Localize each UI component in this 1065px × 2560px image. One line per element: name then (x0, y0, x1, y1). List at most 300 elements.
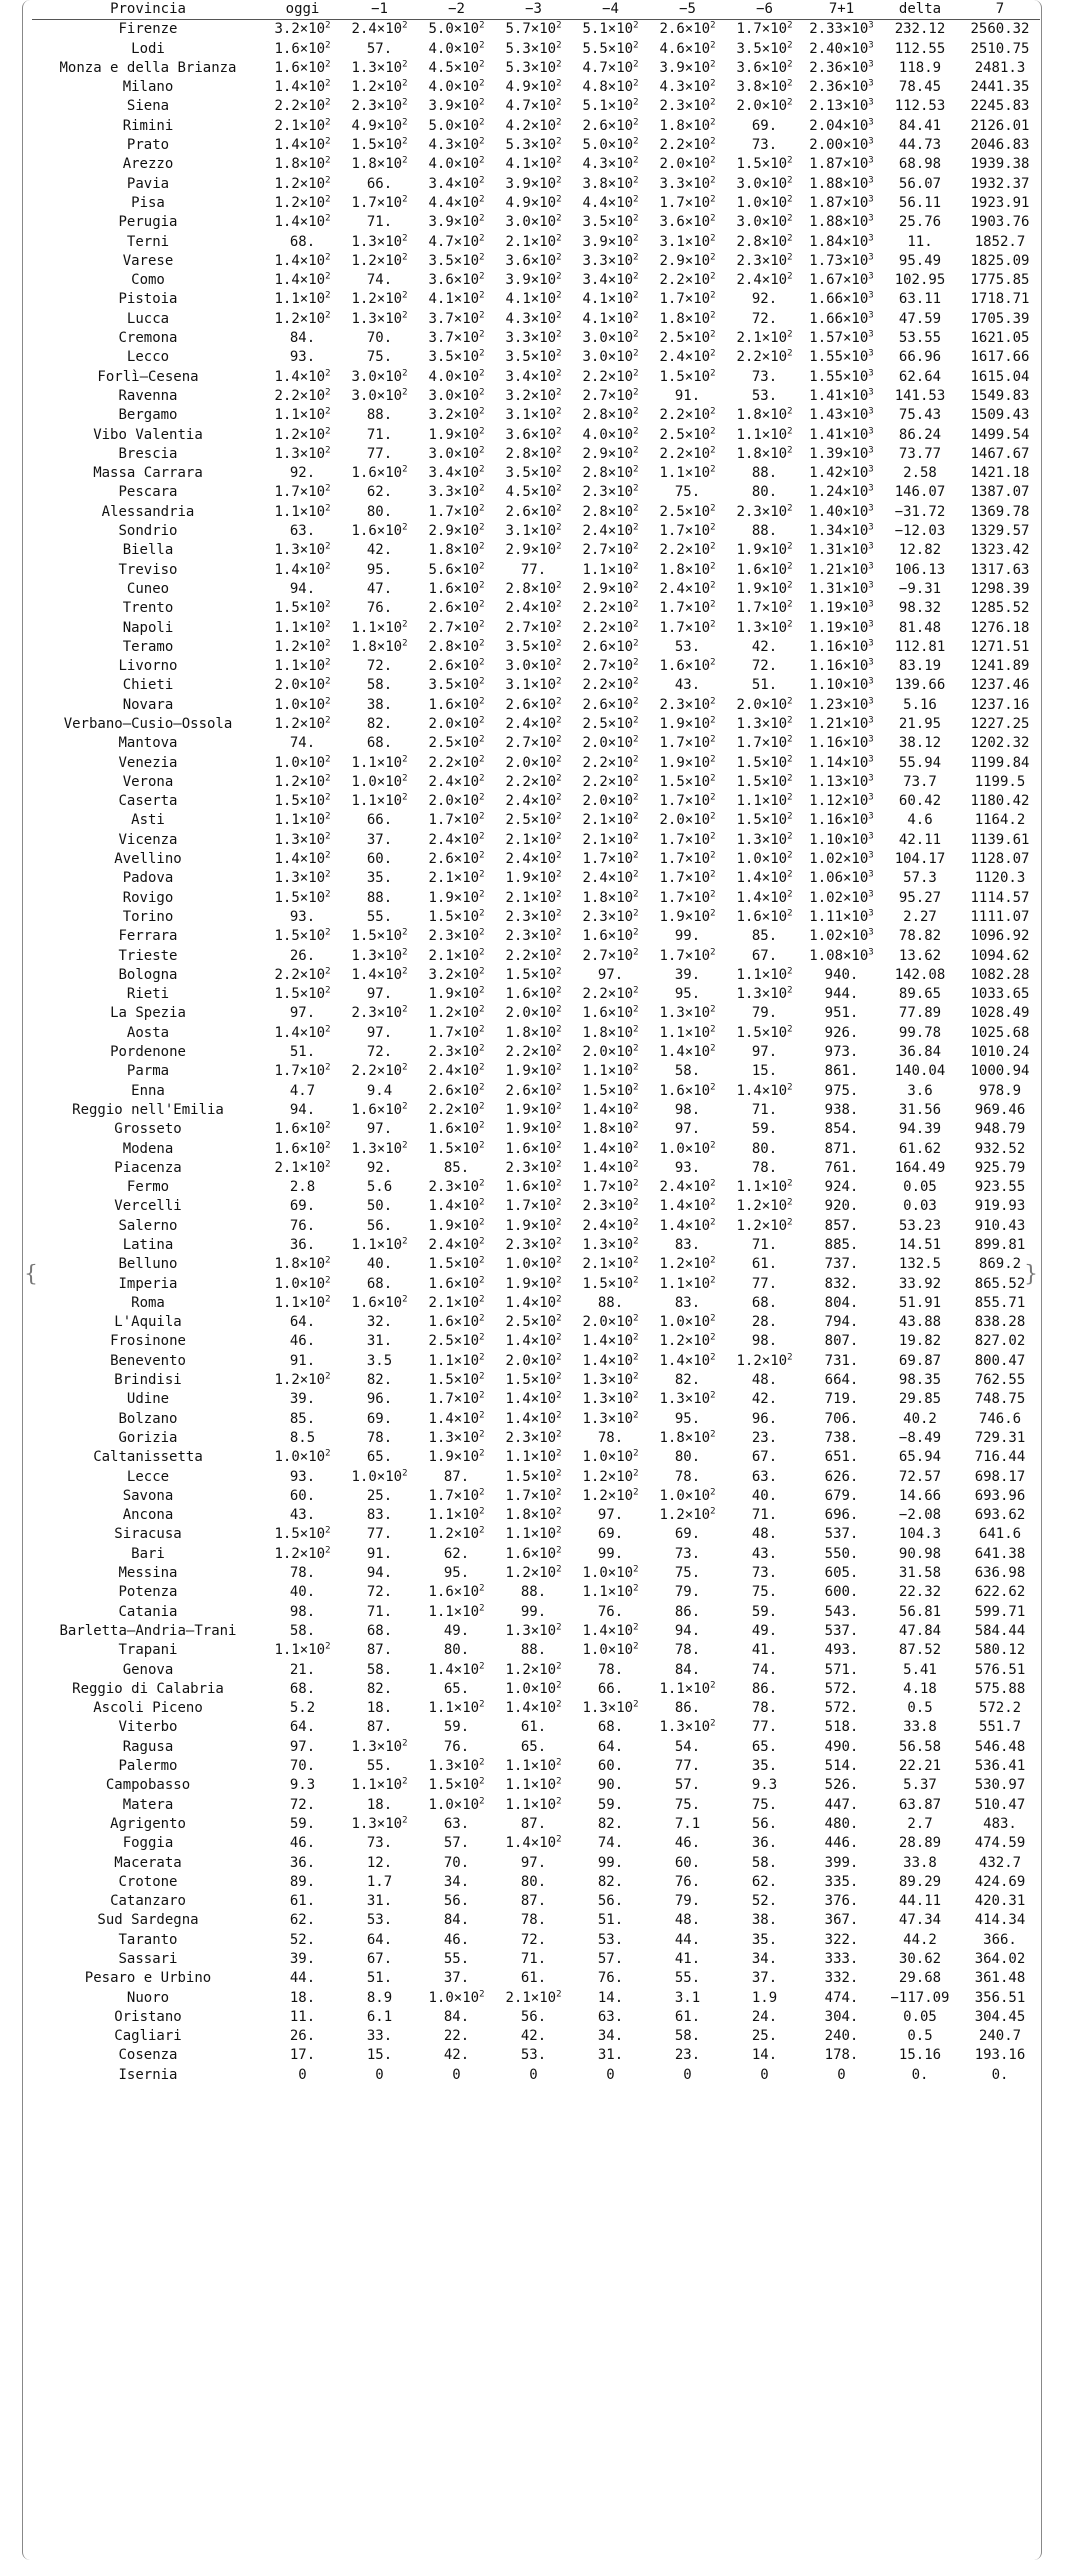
table-cell: 367. (824, 1912, 859, 1929)
table-cell: 55.94 (898, 754, 942, 771)
table-cell: 56.58 (898, 1738, 942, 1755)
table-cell: 87. (366, 1642, 393, 1659)
table-cell: 66. (597, 1680, 624, 1697)
table-cell: 43.88 (898, 1314, 942, 1331)
table-cell: 53. (597, 1931, 624, 1948)
table-cell: 518. (824, 1719, 859, 1736)
table-cell: 1094.62 (970, 947, 1030, 964)
table-cell: $1.4\times 10^2$ (582, 1101, 639, 1118)
table-cell: 938. (824, 1101, 859, 1118)
table-cell: $1.2\times 10^2$ (659, 1332, 716, 1350)
table-cell: $1.6\times 10^2$ (428, 1313, 485, 1331)
table-cell: 44.2 (903, 1931, 937, 1948)
table-cell: 18. (366, 1700, 393, 1717)
table-cell: $1.2\times 10^2$ (736, 1197, 793, 1215)
table-cell: 1323.42 (970, 542, 1030, 559)
table-cell: $1.8\times 10^2$ (351, 638, 408, 655)
table-row (32, 445, 1040, 464)
table-cell: $1.7\times 10^2$ (505, 1487, 562, 1504)
table-row (32, 78, 1040, 97)
province-name: Ravenna (118, 387, 178, 404)
column-header: −3 (495, 0, 572, 20)
table-cell: $1.2\times 10^2$ (428, 1525, 485, 1543)
table-cell: 56. (751, 1815, 778, 1832)
province-name: La Spezia (110, 1005, 186, 1022)
table-cell: $1.6\times 10^2$ (659, 1081, 716, 1099)
table-cell: 86. (751, 1680, 778, 1697)
table-row (32, 754, 1040, 773)
table-row (32, 1371, 1040, 1390)
table-cell: $1.4\times 10^2$ (582, 1139, 639, 1157)
table-cell: 0 (529, 2066, 538, 2083)
table-row (32, 1641, 1040, 1660)
table-cell: 356.51 (974, 1989, 1026, 2006)
table-cell: $2.0\times 10^2$ (736, 97, 793, 115)
table-cell: 30.62 (898, 1950, 942, 1967)
table-cell: $2.6\times 10^2$ (505, 503, 562, 520)
table-cell: $1.2\times 10^2$ (274, 773, 331, 790)
table-cell: $4.0\times 10^2$ (428, 39, 485, 57)
table-row (32, 541, 1040, 560)
table-cell: $1.2\times 10^2$ (274, 1371, 331, 1389)
province-name: Isernia (118, 2066, 178, 2083)
table-cell: 865.52 (974, 1275, 1026, 1292)
table-cell: $2.7\times 10^2$ (582, 946, 639, 964)
table-row (32, 1140, 1040, 1159)
province-name: Ferrara (118, 928, 178, 945)
table-cell: 575.88 (974, 1680, 1026, 1697)
table-cell: 0 (452, 2066, 461, 2083)
table-cell: 60. (289, 1487, 316, 1504)
table-cell: $1.2\times 10^2$ (659, 1506, 716, 1524)
table-cell: $1.4\times 10^2$ (659, 1217, 716, 1234)
table-cell: $1.0\times 10^2$ (274, 753, 331, 771)
table-cell: 63. (597, 2008, 624, 2025)
table-cell: $4.9\times 10^2$ (351, 117, 408, 134)
table-cell: 62. (289, 1912, 316, 1929)
table-cell: 52. (289, 1931, 316, 1948)
table-cell: 2510.75 (970, 40, 1030, 57)
table-cell: $1.1\times 10^2$ (582, 1062, 639, 1080)
table-cell: 19.82 (898, 1333, 942, 1350)
table-row (32, 368, 1040, 387)
table-cell: $1.5\times 10^2$ (505, 1371, 562, 1389)
table-cell: $1.55\times 10^3$ (809, 367, 874, 385)
table-cell: $3.3\times 10^2$ (659, 175, 716, 192)
table-cell: $1.8\times 10^2$ (659, 560, 716, 578)
table-cell: 1.7 (366, 1873, 393, 1890)
table-cell: 31. (366, 1333, 393, 1350)
table-cell: $1.3\times 10^2$ (351, 232, 408, 250)
table-cell: $3.5\times 10^2$ (428, 252, 485, 269)
table-cell: 1317.63 (970, 561, 1030, 578)
province-name: Cuneo (126, 580, 170, 597)
table-cell: $3.9\times 10^2$ (659, 59, 716, 76)
table-cell: $2.6\times 10^2$ (505, 696, 562, 713)
table-cell: $1.4\times 10^2$ (428, 1410, 485, 1427)
table-row (32, 889, 1040, 908)
table-cell: $1.7\times 10^2$ (659, 831, 716, 848)
table-row (32, 1892, 1040, 1911)
table-cell: 414.34 (974, 1912, 1026, 1929)
table-cell: 14.66 (898, 1487, 942, 1504)
table-cell: 0.05 (903, 2008, 937, 2025)
left-brace: { (24, 1262, 38, 1287)
table-cell: 98. (674, 1101, 701, 1118)
table-cell: $1.0\times 10^2$ (428, 1795, 485, 1813)
table-cell: $1.4\times 10^2$ (736, 1081, 793, 1099)
table-cell: $1.1\times 10^2$ (505, 1757, 562, 1775)
table-cell: $1.1\times 10^2$ (736, 1178, 793, 1196)
province-name: Mantova (118, 735, 178, 752)
table-cell: −31.72 (894, 503, 946, 520)
table-cell: $5.6\times 10^2$ (428, 560, 485, 578)
table-cell: −8.49 (898, 1429, 942, 1446)
table-cell: 36.84 (898, 1044, 942, 1061)
table-cell: 641.6 (978, 1526, 1022, 1543)
table-cell: 240. (824, 2028, 859, 2045)
province-name: Vercelli (114, 1198, 182, 1215)
table-cell: 932.52 (974, 1140, 1026, 1157)
table-cell: $1.2\times 10^2$ (274, 1545, 331, 1562)
province-name: Trieste (118, 947, 178, 964)
table-row (32, 1410, 1040, 1429)
table-cell: $1.3\times 10^2$ (582, 1236, 639, 1253)
table-cell: $1.7\times 10^2$ (659, 290, 716, 308)
province-name: Caserta (118, 793, 178, 810)
table-row (32, 1197, 1040, 1216)
table-cell: $1.4\times 10^2$ (428, 1197, 485, 1215)
table-cell: 72. (366, 658, 393, 675)
table-cell: 96. (366, 1391, 393, 1408)
province-name: Agrigento (110, 1815, 186, 1832)
table-row (32, 1390, 1040, 1409)
table-row (32, 1024, 1040, 1043)
table-cell: $1.0\times 10^2$ (274, 1274, 331, 1292)
province-name: Viterbo (118, 1719, 178, 1736)
table-cell: 17. (289, 2047, 316, 2064)
table-cell: 641.38 (974, 1545, 1026, 1562)
table-cell: 68. (289, 233, 316, 250)
table-cell: $1.4\times 10^2$ (582, 1159, 639, 1176)
table-cell: $1.1\times 10^2$ (274, 1641, 331, 1659)
table-cell: $1.41\times 10^3$ (809, 425, 874, 443)
province-name: Frosinone (110, 1333, 186, 1350)
table-row (32, 1796, 1040, 1815)
table-cell: 63. (289, 523, 316, 540)
table-cell: 28. (751, 1314, 778, 1331)
table-cell: 28.89 (898, 1835, 942, 1852)
table-cell: 0.03 (903, 1198, 937, 1215)
table-cell: 951. (824, 1005, 859, 1022)
table-cell: 34. (597, 2028, 624, 2045)
table-row (32, 1622, 1040, 1641)
table-row (32, 136, 1040, 155)
table-cell: $2.3\times 10^2$ (428, 1178, 485, 1196)
table-cell: $3.6\times 10^2$ (428, 271, 485, 289)
table-row (32, 773, 1040, 792)
table-cell: $2.2\times 10^2$ (582, 618, 639, 636)
table-cell: 1202.32 (970, 735, 1030, 752)
table-cell: $1.9\times 10^2$ (428, 1217, 485, 1234)
table-cell: 57. (597, 1950, 624, 1967)
table-row (32, 1969, 1040, 1988)
table-cell: 38.12 (898, 735, 942, 752)
table-cell: 77. (674, 1758, 701, 1775)
table-cell: $1.1\times 10^2$ (428, 1602, 485, 1620)
table-cell: 97. (520, 1854, 547, 1871)
table-cell: 57. (674, 1777, 701, 1794)
table-cell: 3.5 (366, 1352, 393, 1369)
table-cell: $1.3\times 10^2$ (351, 1815, 408, 1832)
column-header: oggi (264, 0, 341, 20)
table-row (32, 348, 1040, 367)
table-cell: 68. (751, 1294, 778, 1311)
table-cell: 82. (366, 1372, 393, 1389)
table-cell: −9.31 (898, 580, 942, 597)
table-cell: 4.7 (289, 1082, 316, 1099)
table-cell: 622.62 (974, 1584, 1026, 1601)
table-cell: $1.7\times 10^2$ (659, 522, 716, 540)
table-cell: 36. (751, 1835, 778, 1852)
table-cell: $1.4\times 10^2$ (351, 966, 408, 983)
table-cell: 55. (366, 908, 393, 925)
province-name: Taranto (118, 1931, 178, 1948)
table-cell: 89.65 (898, 986, 942, 1003)
table-cell: 84.41 (898, 117, 942, 134)
table-cell: 0. (911, 2066, 929, 2083)
table-cell: 73. (674, 1545, 701, 1562)
table-cell: 40. (289, 1584, 316, 1601)
table-cell: $1.5\times 10^2$ (274, 889, 331, 906)
table-cell: 746.6 (978, 1410, 1022, 1427)
table-cell: $3.4\times 10^2$ (428, 175, 485, 192)
table-cell: 73. (366, 1835, 393, 1852)
table-cell: $2.4\times 10^2$ (505, 850, 562, 868)
table-cell: 706. (824, 1410, 859, 1427)
table-row (32, 657, 1040, 676)
table-cell: $3.9\times 10^2$ (428, 97, 485, 115)
table-cell: $2.3\times 10^2$ (505, 1159, 562, 1176)
table-cell: 762.55 (974, 1372, 1026, 1389)
table-cell: 94. (674, 1622, 701, 1639)
province-name: Potenza (118, 1584, 178, 1601)
table-cell: 2.8 (289, 1179, 316, 1196)
table-cell: 71. (366, 1603, 393, 1620)
table-cell: $2.2\times 10^2$ (582, 753, 639, 771)
province-name: Trapani (118, 1642, 178, 1659)
table-cell: $1.3\times 10^2$ (274, 445, 331, 462)
table-cell: 42. (751, 1391, 778, 1408)
province-name: Catanzaro (110, 1893, 186, 1910)
table-cell: 65. (751, 1738, 778, 1755)
table-cell: $1.6\times 10^2$ (428, 580, 485, 597)
table-cell: 60. (366, 851, 393, 868)
table-cell: $1.8\times 10^2$ (659, 310, 716, 327)
table-cell: $1.5\times 10^2$ (736, 773, 793, 790)
table-cell: $2.5\times 10^2$ (659, 425, 716, 443)
table-cell: 53. (520, 2047, 547, 2064)
table-cell: $2.2\times 10^2$ (505, 1043, 562, 1061)
province-name: Prato (126, 137, 170, 154)
table-cell: 72. (366, 1044, 393, 1061)
table-cell: $2.9\times 10^2$ (659, 252, 716, 269)
table-cell: $2.2\times 10^2$ (505, 773, 562, 790)
table-cell: 64. (289, 1314, 316, 1331)
table-row (32, 1429, 1040, 1448)
table-cell: 23. (751, 1429, 778, 1446)
table-cell: 40.2 (903, 1410, 937, 1427)
table-cell: $1.3\times 10^2$ (351, 310, 408, 327)
table-cell: 65. (520, 1738, 547, 1755)
table-cell: $1.23\times 10^3$ (809, 696, 874, 713)
province-name: Udine (126, 1391, 170, 1408)
table-cell: $3.3\times 10^2$ (582, 252, 639, 269)
province-name: Rimini (122, 117, 174, 134)
table-cell: $1.7\times 10^2$ (274, 483, 331, 501)
table-cell: $3.0\times 10^2$ (428, 387, 485, 404)
table-cell: 1825.09 (970, 252, 1030, 269)
table-cell: 9.4 (366, 1082, 393, 1099)
table-cell: 63. (443, 1815, 470, 1832)
table-cell: $2.2\times 10^2$ (274, 387, 331, 404)
table-cell: $2.1\times 10^2$ (736, 329, 793, 347)
table-cell: 800.47 (974, 1352, 1026, 1369)
column-header: Provincia (32, 0, 264, 20)
table-cell: $1.1\times 10^2$ (274, 657, 331, 675)
header-row (32, 0, 1040, 20)
table-cell: 33. (366, 2028, 393, 2045)
table-cell: $2.2\times 10^2$ (274, 97, 331, 115)
table-cell: $3.8\times 10^2$ (582, 175, 639, 192)
table-cell: $1.9\times 10^2$ (736, 541, 793, 559)
table-cell: 1467.67 (970, 445, 1030, 462)
table-cell: $3.1\times 10^2$ (659, 232, 716, 250)
table-cell: $4.7\times 10^2$ (428, 232, 485, 250)
table-cell: $1.31\times 10^3$ (809, 580, 874, 597)
table-cell: 69. (674, 1526, 701, 1543)
table-cell: 44.73 (898, 137, 942, 154)
table-cell: $1.3\times 10^2$ (428, 1429, 485, 1446)
table-cell: 84. (674, 1661, 701, 1678)
table-cell: 87.52 (898, 1642, 942, 1659)
table-cell: 1271.51 (970, 638, 1030, 655)
table-cell: $1.5\times 10^2$ (351, 136, 408, 154)
table-row (32, 1757, 1040, 1776)
table-cell: $1.1\times 10^2$ (274, 503, 331, 520)
table-cell: 761. (824, 1159, 859, 1176)
table-cell: $1.8\times 10^2$ (582, 889, 639, 906)
table-cell: $1.40\times 10^3$ (809, 503, 874, 520)
table-cell: 92. (751, 291, 778, 308)
table-cell: 98.32 (898, 600, 942, 617)
province-name: Lecce (126, 1468, 170, 1485)
table-cell: 24. (751, 2008, 778, 2025)
table-cell: $2.5\times 10^2$ (582, 715, 639, 732)
table-row (32, 2066, 1040, 2085)
table-row (32, 966, 1040, 985)
table-cell: 1285.52 (970, 600, 1030, 617)
table-cell: 44. (674, 1931, 701, 1948)
table-cell: 86. (674, 1603, 701, 1620)
table-cell: 1.9 (751, 1989, 778, 2006)
table-cell: 57.3 (903, 870, 937, 887)
table-cell: 71. (751, 1101, 778, 1118)
table-cell: 366. (983, 1931, 1017, 1948)
table-cell: $1.4\times 10^2$ (736, 869, 793, 887)
table-row (32, 1545, 1040, 1564)
province-name: Sondrio (118, 523, 178, 540)
table-cell: 58. (674, 2028, 701, 2045)
table-cell: 58. (674, 1063, 701, 1080)
province-name: Messina (118, 1565, 178, 1582)
table-cell: $1.31\times 10^3$ (809, 541, 874, 559)
province-name: Alessandria (101, 503, 195, 520)
table-cell: 178. (824, 2047, 859, 2064)
table-cell: 31. (366, 1893, 393, 1910)
table-cell: $1.1\times 10^2$ (505, 1525, 562, 1543)
table-cell: $1.41\times 10^3$ (809, 387, 874, 404)
table-row (32, 1468, 1040, 1487)
table-cell: $1.1\times 10^2$ (659, 1680, 716, 1697)
table-cell: 93. (289, 908, 316, 925)
table-row (32, 1680, 1040, 1699)
table-cell: 91. (366, 1545, 393, 1562)
table-cell: 651. (824, 1449, 859, 1466)
table-cell: 104.17 (894, 851, 946, 868)
table-cell: 1509.43 (970, 407, 1030, 424)
table-cell: 2126.01 (970, 117, 1030, 134)
table-cell: 447. (824, 1796, 859, 1813)
table-cell: $1.55\times 10^3$ (809, 348, 874, 366)
table-cell: $2.1\times 10^2$ (505, 889, 562, 906)
table-cell: $2.5\times 10^2$ (505, 811, 562, 829)
table-cell: 59. (289, 1815, 316, 1832)
table-cell: 94.39 (898, 1121, 942, 1138)
table-cell: $1.1\times 10^2$ (659, 1274, 716, 1292)
table-cell: 480. (824, 1815, 859, 1832)
table-cell: 572. (824, 1680, 859, 1697)
province-name: Vicenza (118, 831, 178, 848)
table-cell: 696. (824, 1507, 859, 1524)
table-cell: $3.1\times 10^2$ (505, 522, 562, 540)
table-cell: 112.81 (894, 638, 946, 655)
table-cell: $1.5\times 10^2$ (736, 811, 793, 829)
table-cell: $1.9\times 10^2$ (505, 869, 562, 887)
table-cell: $1.2\times 10^2$ (582, 1487, 639, 1504)
table-cell: 90.98 (898, 1545, 942, 1562)
table-cell: 50. (366, 1198, 393, 1215)
table-cell: 76. (289, 1217, 316, 1234)
table-cell: 74. (289, 735, 316, 752)
table-cell: 87. (520, 1815, 547, 1832)
province-name: Terni (126, 233, 170, 250)
table-cell: 1139.61 (970, 831, 1030, 848)
table-cell: 536.41 (974, 1758, 1026, 1775)
table-cell: $2.4\times 10^2$ (428, 773, 485, 790)
table-cell: 0 (375, 2066, 384, 2083)
table-cell: $1.0\times 10^2$ (659, 1487, 716, 1504)
table-cell: $1.16\times 10^3$ (809, 638, 874, 655)
province-name: Gorizia (118, 1429, 178, 1446)
table-cell: 73. (751, 1565, 778, 1582)
table-row (32, 290, 1040, 309)
table-cell: 920. (824, 1198, 859, 1215)
table-cell: $2.0\times 10^2$ (659, 811, 716, 829)
table-cell: 1033.65 (970, 986, 1030, 1003)
table-cell: 78. (674, 1468, 701, 1485)
province-name: Cremona (118, 330, 178, 347)
